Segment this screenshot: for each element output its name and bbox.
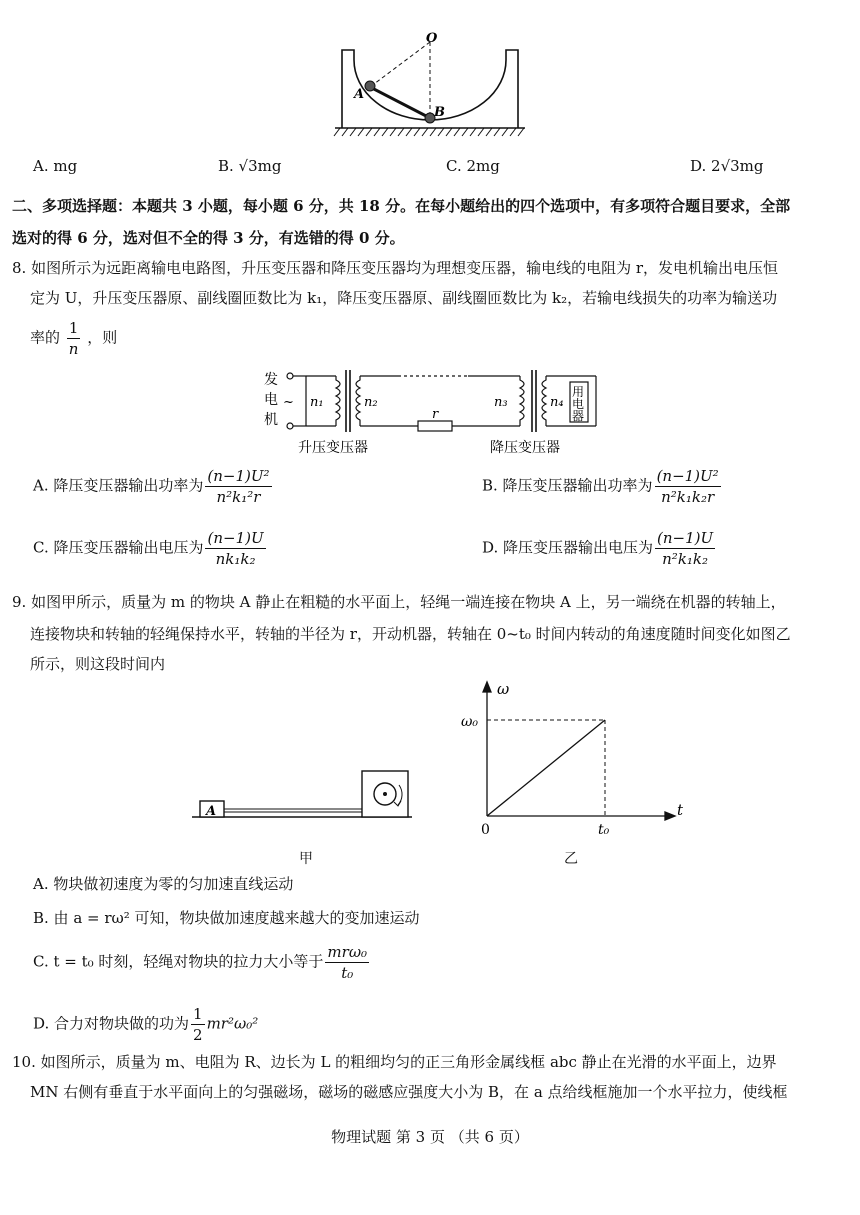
q8-stem-line1: 8. 如图所示为远距离输电电路图，升压变压器和降压变压器均为理想变压器，输电线的电阻为 r，发电机输出电压恒 bbox=[12, 259, 779, 277]
q9-stem-line3: 所示，则这段时间内 bbox=[30, 655, 166, 673]
q7-option-a[interactable]: A. mg bbox=[33, 157, 78, 175]
x-tick-t0: t₀ bbox=[598, 822, 610, 836]
omega-series-line bbox=[487, 720, 605, 816]
q9-option-d[interactable]: D. 合力对物块做的功为 $\frac{1}{2}$ mr²ω₀² bbox=[33, 1005, 259, 1044]
block-machine-figure bbox=[190, 765, 415, 825]
section2-instructions-line2: 选对的得 6 分，选对但不全的得 3 分，有选错的得 0 分。 bbox=[12, 229, 405, 247]
page-footer: 物理试题 第 3 页 （共 6 页） bbox=[331, 1128, 529, 1146]
load-label-2: 电 bbox=[572, 397, 585, 411]
generator-label-1: 发 bbox=[264, 372, 278, 388]
point-b-label: B bbox=[434, 105, 445, 120]
coil-n3-label: n₃ bbox=[494, 395, 508, 410]
q7-option-d[interactable]: D. 2√3mg bbox=[690, 157, 764, 175]
coil-n4-label: n₄ bbox=[550, 395, 564, 410]
transmission-circuit-figure bbox=[258, 366, 603, 458]
section2-instructions-line1: 二、多项选择题：本题共 3 小题，每小题 6 分，共 18 分。在每小题给出的四个选项中，有多项符合题目要求，全部 bbox=[12, 197, 791, 215]
bowl-figure bbox=[330, 30, 530, 142]
generator-label-2: 电 bbox=[264, 392, 278, 408]
figure-jia-caption: 甲 bbox=[299, 851, 313, 867]
block-a-label: A bbox=[206, 804, 217, 819]
load-label-1: 用 bbox=[572, 385, 585, 399]
generator-label-3: 机 bbox=[264, 412, 278, 428]
resistor-r-label: r bbox=[432, 407, 439, 422]
step-up-label: 升压变压器 bbox=[298, 440, 368, 456]
point-a-label: A bbox=[354, 87, 365, 102]
q8-option-b[interactable]: B. 降压变压器输出功率为 $\frac{\text{(n−1)U²}}{\text{n²k₁k₂r}}$ bbox=[482, 467, 719, 506]
q9-option-b[interactable]: B. 由 a = rω² 可知，物块做加速度越来越大的变加速运动 bbox=[33, 909, 420, 927]
q8-fraction: $\frac{1}{n}$ bbox=[68, 319, 79, 358]
q8-option-d[interactable]: D. 降压变压器输出电压为 $\frac{(n-1)U}{\text{n²k₁k₂}}$ bbox=[482, 529, 714, 568]
coil-n2-label: n₂ bbox=[364, 395, 378, 410]
q9-stem-line1: 9. 如图甲所示，质量为 m 的物块 A 静止在粗糙的水平面上，轻绳一端连接在物块 A 上，另一端绕在机器的转轴上， bbox=[12, 593, 786, 611]
q10-stem-line1: 10. 如图所示，质量为 m、电阻为 R、边长为 L 的粗细均匀的正三角形金属线框 abc 静止在光滑的水平面上，边界 bbox=[12, 1053, 777, 1071]
q7-option-b[interactable]: B. √3mg bbox=[218, 157, 282, 175]
x-axis-label: t bbox=[677, 801, 684, 819]
origin-label: 0 bbox=[481, 822, 490, 836]
omega-time-chart bbox=[455, 678, 685, 836]
y-axis-label: ω bbox=[497, 680, 510, 698]
q8-stem-line3: 率的 $\frac{1}{n}$ ，则 bbox=[30, 319, 118, 358]
q8-option-c[interactable]: C. 降压变压器输出电压为 $\frac{(n-1)U}{\text{nk₁k₂}}$ bbox=[33, 529, 264, 568]
coil-n1-label: n₁ bbox=[310, 395, 324, 410]
q9-option-c[interactable]: C. t = t₀ 时刻，轻绳对物块的拉力大小等于 $\frac{\text{mrω₀}}{\text{t₀}}$ bbox=[33, 943, 368, 982]
q8-stem-line2: 定为 U，升压变压器原、副线圈匝数比为 k₁，降压变压器原、副线圈匝数比为 k₂，若输电线损失的功率为输送功 bbox=[30, 289, 778, 307]
point-o-label: O bbox=[426, 31, 438, 46]
load-label-3: 器 bbox=[572, 409, 585, 423]
q9-option-a[interactable]: A. 物块做初速度为零的匀加速直线运动 bbox=[33, 875, 294, 893]
q9-stem-line2: 连接物块和转轴的轻绳保持水平，转轴的半径为 r，开动机器，转轴在 0~t₀ 时间内转动的角速度随时间变化如图乙 bbox=[30, 625, 791, 643]
q8-option-a[interactable]: A. 降压变压器输出功率为 $\frac{\text{(n−1)U²}}{\text{n²k₁²r}}$ bbox=[33, 467, 270, 506]
step-down-label: 降压变压器 bbox=[490, 440, 560, 456]
q10-stem-line2: MN 右侧有垂直于水平面向上的匀强磁场，磁场的磁感应强度大小为 B，在 a 点给线框施加一个水平拉力，使线框 bbox=[30, 1083, 788, 1101]
y-tick-omega0: ω₀ bbox=[461, 714, 479, 730]
figure-yi-caption: 乙 bbox=[564, 851, 578, 867]
ac-symbol: ~ bbox=[283, 395, 294, 410]
q7-option-c[interactable]: C. 2mg bbox=[446, 157, 500, 175]
